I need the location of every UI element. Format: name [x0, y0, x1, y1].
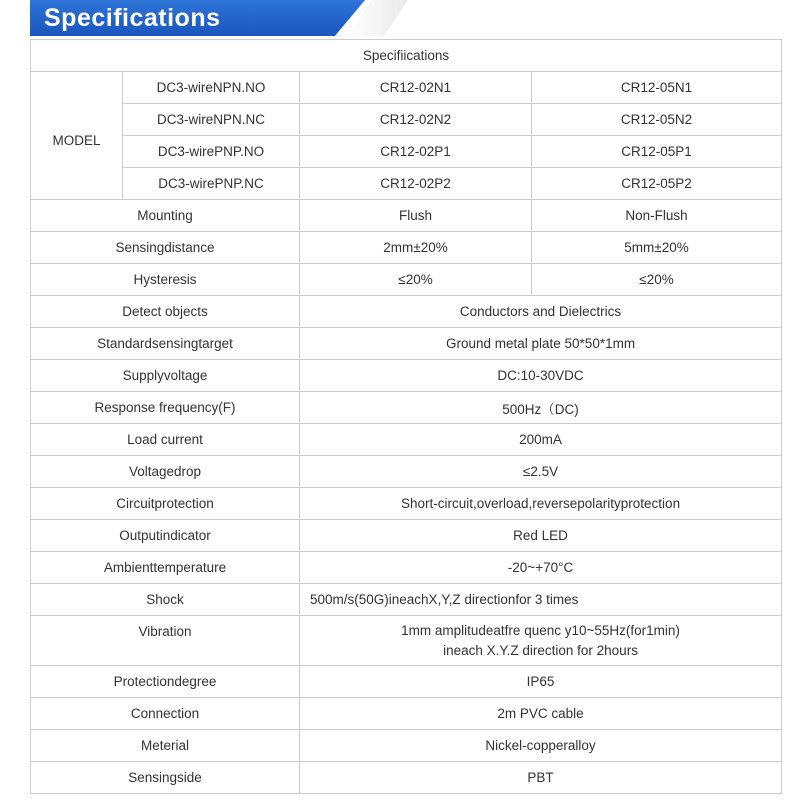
model-row — [31, 136, 782, 168]
row-value: Ground metal plate 50*50*1mm — [300, 328, 782, 360]
row-label: Vibration — [31, 616, 300, 666]
row-label: Detect objects — [31, 296, 300, 328]
table-row — [31, 264, 782, 296]
table-row — [31, 200, 782, 232]
section-title: Specifications — [44, 4, 221, 32]
table-row — [31, 424, 782, 456]
model-flush: CR12-02P1 — [300, 136, 532, 168]
table-row — [31, 360, 782, 392]
model-row — [31, 104, 782, 136]
table-row — [31, 392, 782, 424]
row-value: Red LED — [300, 520, 782, 552]
row-value: Short-circuit,overload,reversepolarityprotection — [300, 488, 782, 520]
row-label: Outputindicator — [31, 520, 300, 552]
row-value: Conductors and Dielectrics — [300, 296, 782, 328]
section-banner — [30, 0, 775, 36]
model-nonflush: CR12-05N1 — [532, 72, 782, 104]
model-nonflush: CR12-05N2 — [532, 104, 782, 136]
vibration-line-1: 1mm amplitudeatfre quenc y10~55Hz(for1min) — [401, 622, 680, 638]
table-row — [31, 456, 782, 488]
table-row — [31, 232, 782, 264]
row-label: Meterial — [31, 730, 300, 762]
row-value: DC:10-30VDC — [300, 360, 782, 392]
table-row — [31, 296, 782, 328]
row-label: Ambienttemperature — [31, 552, 300, 584]
row-value: -20~+70°C — [300, 552, 782, 584]
model-flush: CR12-02P2 — [300, 168, 532, 200]
row-value-flush: ≤20% — [300, 264, 532, 296]
table-row — [31, 488, 782, 520]
model-type: DC3-wirePNP.NO — [123, 136, 300, 168]
model-label: MODEL — [31, 72, 123, 200]
table-caption-row — [31, 40, 782, 72]
row-label: Protectiondegree — [31, 666, 300, 698]
table-row — [31, 666, 782, 698]
row-label: Load current — [31, 424, 300, 456]
row-value: IP65 — [300, 666, 782, 698]
row-label: Mounting — [31, 200, 300, 232]
row-label: Connection — [31, 698, 300, 730]
model-nonflush: CR12-05P2 — [532, 168, 782, 200]
row-label: Circuitprotection — [31, 488, 300, 520]
model-type: DC3-wirePNP.NC — [123, 168, 300, 200]
row-value: 500Hz（DC) — [300, 392, 782, 424]
row-label: Shock — [31, 584, 300, 616]
model-flush: CR12-02N2 — [300, 104, 532, 136]
row-label: Standardsensingtarget — [31, 328, 300, 360]
specifications-table — [30, 39, 782, 794]
table-row — [31, 328, 782, 360]
row-value — [300, 616, 782, 666]
row-value: Nickel-copperalloy — [300, 730, 782, 762]
row-label: Hysteresis — [31, 264, 300, 296]
row-label: Sensingside — [31, 762, 300, 794]
row-value: 200mA — [300, 424, 782, 456]
row-value: 2m PVC cable — [300, 698, 782, 730]
row-value-flush: 2mm±20% — [300, 232, 532, 264]
row-value-nonflush: Non-Flush — [532, 200, 782, 232]
table-row — [31, 698, 782, 730]
row-label: Sensingdistance — [31, 232, 300, 264]
table-row — [31, 552, 782, 584]
table-caption: Specifiications — [31, 40, 782, 72]
table-row — [31, 584, 782, 616]
row-value-nonflush: ≤20% — [532, 264, 782, 296]
model-type: DC3-wireNPN.NC — [123, 104, 300, 136]
table-row — [31, 616, 782, 666]
row-label: Supplyvoltage — [31, 360, 300, 392]
table-row — [31, 730, 782, 762]
model-row — [31, 168, 782, 200]
row-label: Voltagedrop — [31, 456, 300, 488]
model-row — [31, 72, 782, 104]
row-value: 500m/s(50G)ineachX,Y,Z directionfor 3 times — [300, 584, 782, 616]
row-label: Response frequency(F) — [31, 392, 300, 424]
model-type: DC3-wireNPN.NO — [123, 72, 300, 104]
table-row — [31, 520, 782, 552]
table-row — [31, 762, 782, 794]
row-value: PBT — [300, 762, 782, 794]
row-value: ≤2.5V — [300, 456, 782, 488]
row-value-nonflush: 5mm±20% — [532, 232, 782, 264]
model-flush: CR12-02N1 — [300, 72, 532, 104]
vibration-line-2: ineach X.Y.Z direction for 2hours — [443, 642, 638, 658]
model-nonflush: CR12-05P1 — [532, 136, 782, 168]
row-value-flush: Flush — [300, 200, 532, 232]
